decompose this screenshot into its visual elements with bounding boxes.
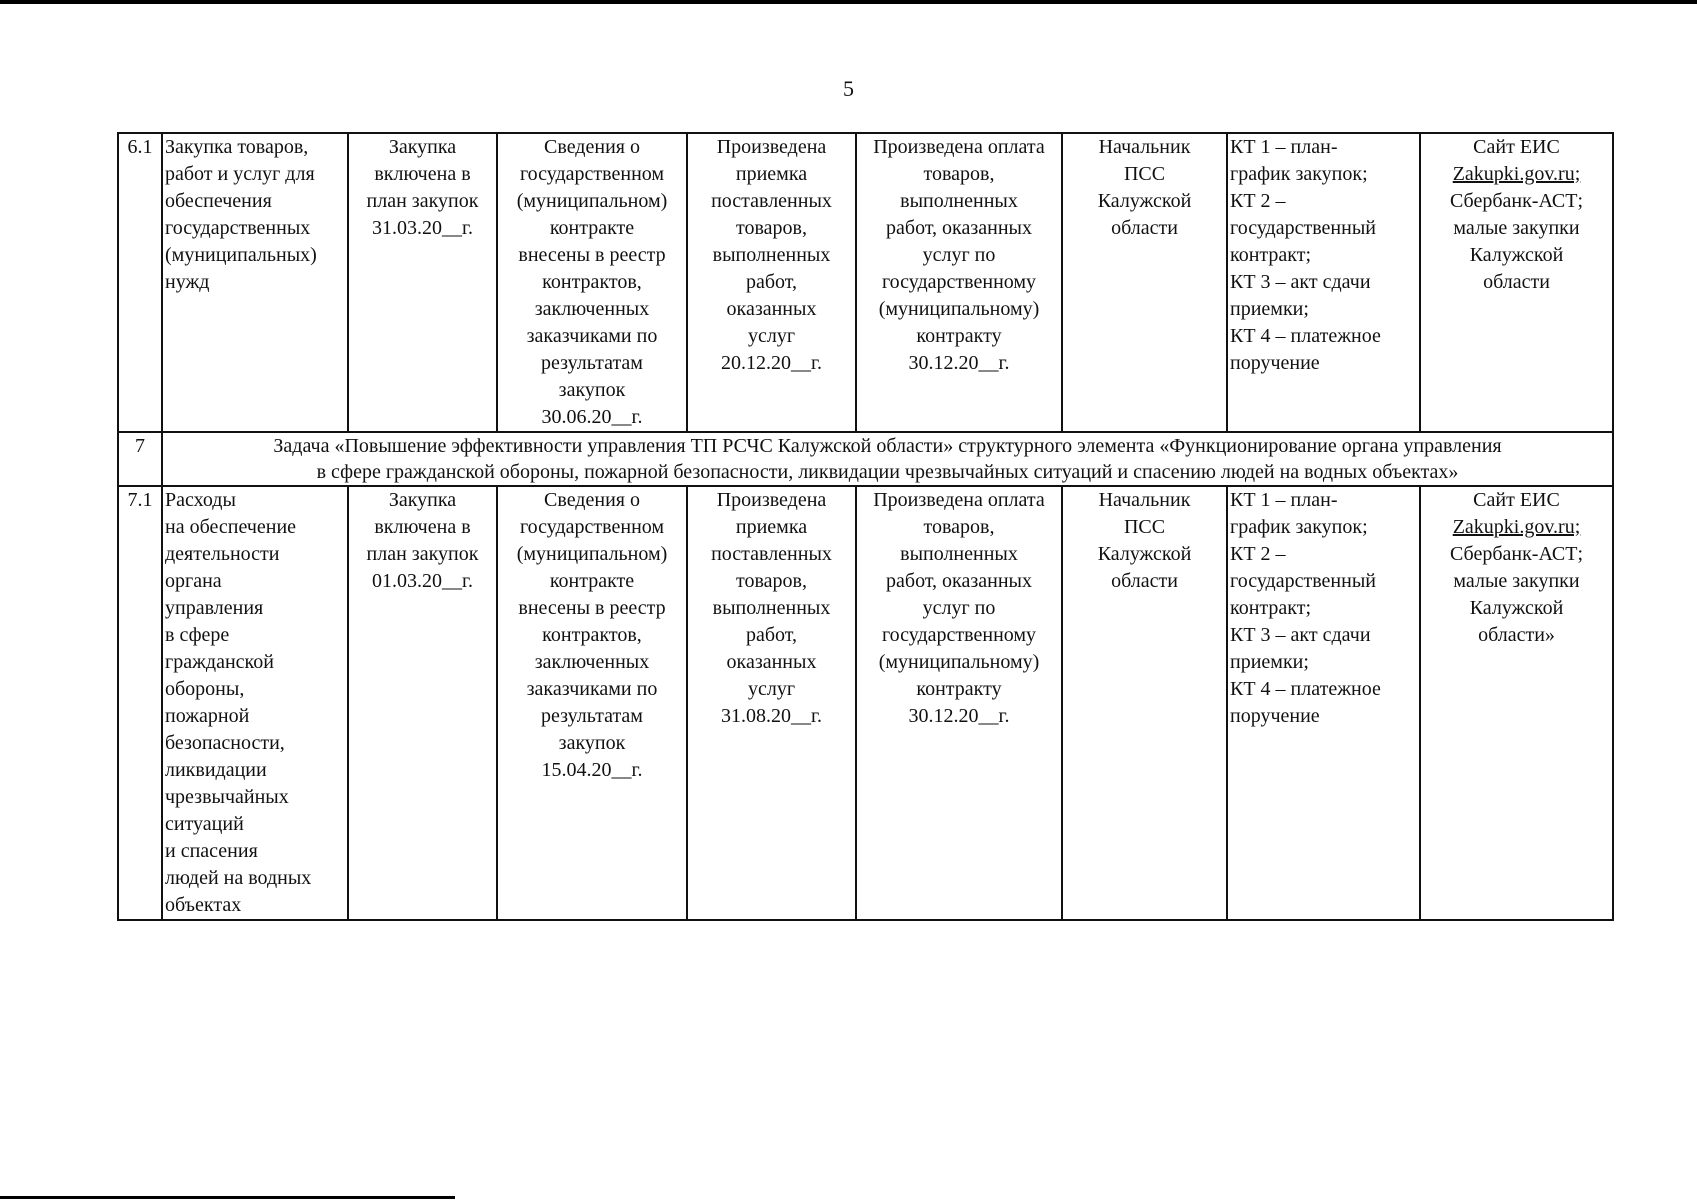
- information-source-cell: [1420, 486, 1613, 920]
- top-border-rule: [0, 0, 1697, 4]
- document-line: КТ 2 –: [1230, 543, 1286, 565]
- control-point-1-line: 01.03.20__г.: [372, 570, 473, 592]
- event-name-line: деятельности: [165, 543, 280, 565]
- control-point-3-line: приемка: [735, 516, 808, 538]
- document-line: государственный: [1230, 217, 1376, 239]
- control-point-1-line: план закупок: [366, 190, 479, 212]
- document-line: график закупок;: [1230, 516, 1368, 538]
- event-name-line: пожарной: [165, 705, 250, 727]
- control-point-4-line: (муниципальному): [878, 651, 1040, 673]
- control-point-1-line: включена в: [374, 516, 471, 538]
- document-line: поручение: [1230, 705, 1320, 727]
- event-name-line: Расходы: [165, 489, 236, 511]
- control-point-2-line: 15.04.20__г.: [541, 759, 643, 781]
- row-number: 6.1: [118, 133, 162, 432]
- control-point-3-line: поставленных: [711, 543, 832, 565]
- row-number: 7.1: [118, 486, 162, 920]
- zakupki-link[interactable]: Zakupki.gov.ru;: [1452, 163, 1581, 185]
- control-point-1-line: 31.03.20__г.: [372, 217, 473, 239]
- event-name-line: работ и услуг для: [165, 163, 315, 185]
- control-point-2-line: контрактов,: [542, 624, 642, 646]
- control-point-2-line: внесены в реестр: [518, 597, 666, 619]
- control-point-4-line: контракту: [916, 678, 1002, 700]
- event-name-line: людей на водных: [165, 867, 312, 889]
- event-name-line: нужд: [165, 271, 210, 293]
- responsible-line: Калужской: [1097, 543, 1192, 565]
- control-point-3-line: выполненных: [712, 597, 831, 619]
- document-line: КТ 4 – платежное: [1230, 678, 1381, 700]
- event-name-line: обеспечения: [165, 190, 272, 212]
- responsible-cell: [1062, 133, 1227, 432]
- control-point-1-line: включена в: [374, 163, 471, 185]
- control-point-4-cell: [856, 133, 1062, 432]
- control-point-2-line: закупок: [558, 379, 626, 401]
- control-point-4-line: услуг по: [922, 597, 996, 619]
- document-line: контракт;: [1230, 244, 1312, 266]
- control-point-3-line: услуг: [747, 325, 796, 347]
- control-point-4-line: работ, оказанных: [886, 570, 1032, 592]
- control-point-4-line: работ, оказанных: [886, 217, 1032, 239]
- document-line: график закупок;: [1230, 163, 1368, 185]
- control-point-3-line: товаров,: [736, 570, 807, 592]
- control-point-2-line: результатам: [541, 352, 643, 374]
- control-point-4-cell: [856, 486, 1062, 920]
- control-point-2-line: Сведения о: [544, 489, 640, 511]
- document-line: КТ 3 – акт сдачи: [1230, 271, 1371, 293]
- control-point-2-line: государственном: [519, 516, 665, 538]
- event-name-line: ликвидации: [165, 759, 267, 781]
- control-point-4-line: Произведена оплата: [873, 489, 1045, 511]
- table-row-7-task: [118, 432, 1613, 486]
- control-point-4-line: государственному: [881, 624, 1037, 646]
- control-point-4-line: (муниципальному): [878, 298, 1040, 320]
- task-heading-cell: [162, 432, 1613, 486]
- task-heading-line: Задача «Повышение эффективности управления ТП РСЧС Калужской области» структурного элемента «Функционирование органа управления: [273, 435, 1502, 457]
- source-line: Калужской: [1469, 597, 1564, 619]
- control-point-3-line: поставленных: [711, 190, 832, 212]
- event-name-line: на обеспечение: [165, 516, 297, 538]
- control-point-4-line: услуг по: [922, 244, 996, 266]
- document-line: приемки;: [1230, 651, 1309, 673]
- control-point-4-line: контракту: [916, 325, 1002, 347]
- event-name-line: государственных: [165, 217, 311, 239]
- task-heading-line: в сфере гражданской обороны, пожарной безопасности, ликвидации чрезвычайных ситуаций и спасению людей на водных объектах»: [316, 461, 1459, 483]
- control-point-2-line: заключенных: [534, 298, 650, 320]
- control-point-2-line: внесены в реестр: [518, 244, 666, 266]
- event-name-line: безопасности,: [165, 732, 285, 754]
- event-name-line: и спасения: [165, 840, 258, 862]
- document-line: приемки;: [1230, 298, 1309, 320]
- control-point-3-line: Произведена: [716, 136, 827, 158]
- control-point-2-line: государственном: [519, 163, 665, 185]
- control-point-2-cell: [497, 486, 687, 920]
- control-point-4-line: выполненных: [900, 543, 1018, 565]
- control-point-1-cell: [348, 133, 497, 432]
- confirming-documents-cell: [1227, 486, 1420, 920]
- control-point-3-line: товаров,: [736, 217, 807, 239]
- control-point-2-line: контрактов,: [542, 271, 642, 293]
- control-point-3-line: работ,: [745, 624, 798, 646]
- control-point-4-line: Произведена оплата: [873, 136, 1045, 158]
- source-site-label: Сайт ЕИС: [1473, 489, 1560, 511]
- source-line: области: [1483, 271, 1550, 293]
- document-line: КТ 3 – акт сдачи: [1230, 624, 1371, 646]
- source-line: Калужской: [1469, 244, 1564, 266]
- control-point-4-line: 30.12.20__г.: [908, 352, 1010, 374]
- responsible-line: ПСС: [1123, 163, 1166, 185]
- responsible-line: Начальник: [1098, 489, 1191, 511]
- control-point-2-line: Сведения о: [544, 136, 640, 158]
- responsible-cell: [1062, 486, 1227, 920]
- control-point-1-line: Закупка: [388, 489, 457, 511]
- event-name-line: органа: [165, 570, 222, 592]
- control-point-2-line: контракте: [549, 217, 635, 239]
- event-name-cell: [162, 486, 348, 920]
- control-point-2-line: результатам: [541, 705, 643, 727]
- responsible-line: области: [1111, 217, 1178, 239]
- footnote-separator-rule: [0, 1196, 455, 1199]
- document-line: КТ 1 – план-: [1230, 136, 1338, 158]
- control-point-3-line: Произведена: [716, 489, 827, 511]
- document-line: поручение: [1230, 352, 1320, 374]
- control-point-2-line: закупок: [558, 732, 626, 754]
- table-row-7-1: [118, 486, 1613, 920]
- event-name-line: обороны,: [165, 678, 245, 700]
- control-point-4-line: выполненных: [900, 190, 1018, 212]
- source-line: Сбербанк-АСТ;: [1449, 543, 1584, 565]
- control-point-2-line: заключенных: [534, 651, 650, 673]
- control-points-table: [117, 132, 1614, 921]
- event-name-line: чрезвычайных: [165, 786, 289, 808]
- control-point-1-line: план закупок: [366, 543, 479, 565]
- event-name-line: в сфере: [165, 624, 230, 646]
- responsible-line: Начальник: [1098, 136, 1191, 158]
- control-point-2-line: контракте: [549, 570, 635, 592]
- control-point-2-line: заказчиками по: [526, 678, 658, 700]
- control-point-3-line: 31.08.20__г.: [721, 705, 822, 727]
- document-line: контракт;: [1230, 597, 1312, 619]
- control-point-3-line: 20.12.20__г.: [721, 352, 822, 374]
- event-name-line: гражданской: [165, 651, 274, 673]
- responsible-line: Калужской: [1097, 190, 1192, 212]
- control-point-4-line: государственному: [881, 271, 1037, 293]
- responsible-line: ПСС: [1123, 516, 1166, 538]
- control-point-2-line: 30.06.20__г.: [541, 406, 643, 428]
- responsible-line: области: [1111, 570, 1178, 592]
- control-point-1-cell: [348, 486, 497, 920]
- table-row-6-1: [118, 133, 1613, 432]
- zakupki-link[interactable]: Zakupki.gov.ru;: [1452, 516, 1581, 538]
- event-name-line: (муниципальных): [165, 244, 317, 266]
- document-line: КТ 2 –: [1230, 190, 1286, 212]
- control-point-3-line: оказанных: [726, 298, 817, 320]
- event-name-line: ситуаций: [165, 813, 244, 835]
- row-number: 7: [118, 432, 162, 486]
- source-line: Сбербанк-АСТ;: [1449, 190, 1584, 212]
- control-point-4-line: товаров,: [923, 516, 995, 538]
- control-point-3-line: услуг: [747, 678, 796, 700]
- control-point-1-line: Закупка: [388, 136, 457, 158]
- control-point-2-line: заказчиками по: [526, 325, 658, 347]
- control-point-3-line: выполненных: [712, 244, 831, 266]
- event-name-line: Закупка товаров,: [165, 136, 309, 158]
- control-point-3-line: оказанных: [726, 651, 817, 673]
- event-name-cell: [162, 133, 348, 432]
- control-point-4-line: 30.12.20__г.: [908, 705, 1010, 727]
- event-name-line: объектах: [165, 894, 242, 916]
- control-point-2-line: (муниципальном): [516, 543, 668, 565]
- control-point-3-cell: [687, 133, 856, 432]
- control-point-3-line: работ,: [745, 271, 798, 293]
- source-line: малые закупки: [1453, 217, 1580, 239]
- control-point-2-cell: [497, 133, 687, 432]
- source-site-label: Сайт ЕИС: [1473, 136, 1560, 158]
- control-point-3-line: приемка: [735, 163, 808, 185]
- confirming-documents-cell: [1227, 133, 1420, 432]
- control-point-4-line: товаров,: [923, 163, 995, 185]
- control-point-2-line: (муниципальном): [516, 190, 668, 212]
- source-line: области»: [1478, 624, 1555, 646]
- source-line: малые закупки: [1453, 570, 1580, 592]
- document-line: государственный: [1230, 570, 1376, 592]
- control-point-3-cell: [687, 486, 856, 920]
- page-number: 5: [843, 76, 854, 101]
- document-line: КТ 4 – платежное: [1230, 325, 1381, 347]
- event-name-line: управления: [165, 597, 264, 619]
- information-source-cell: [1420, 133, 1613, 432]
- document-line: КТ 1 – план-: [1230, 489, 1338, 511]
